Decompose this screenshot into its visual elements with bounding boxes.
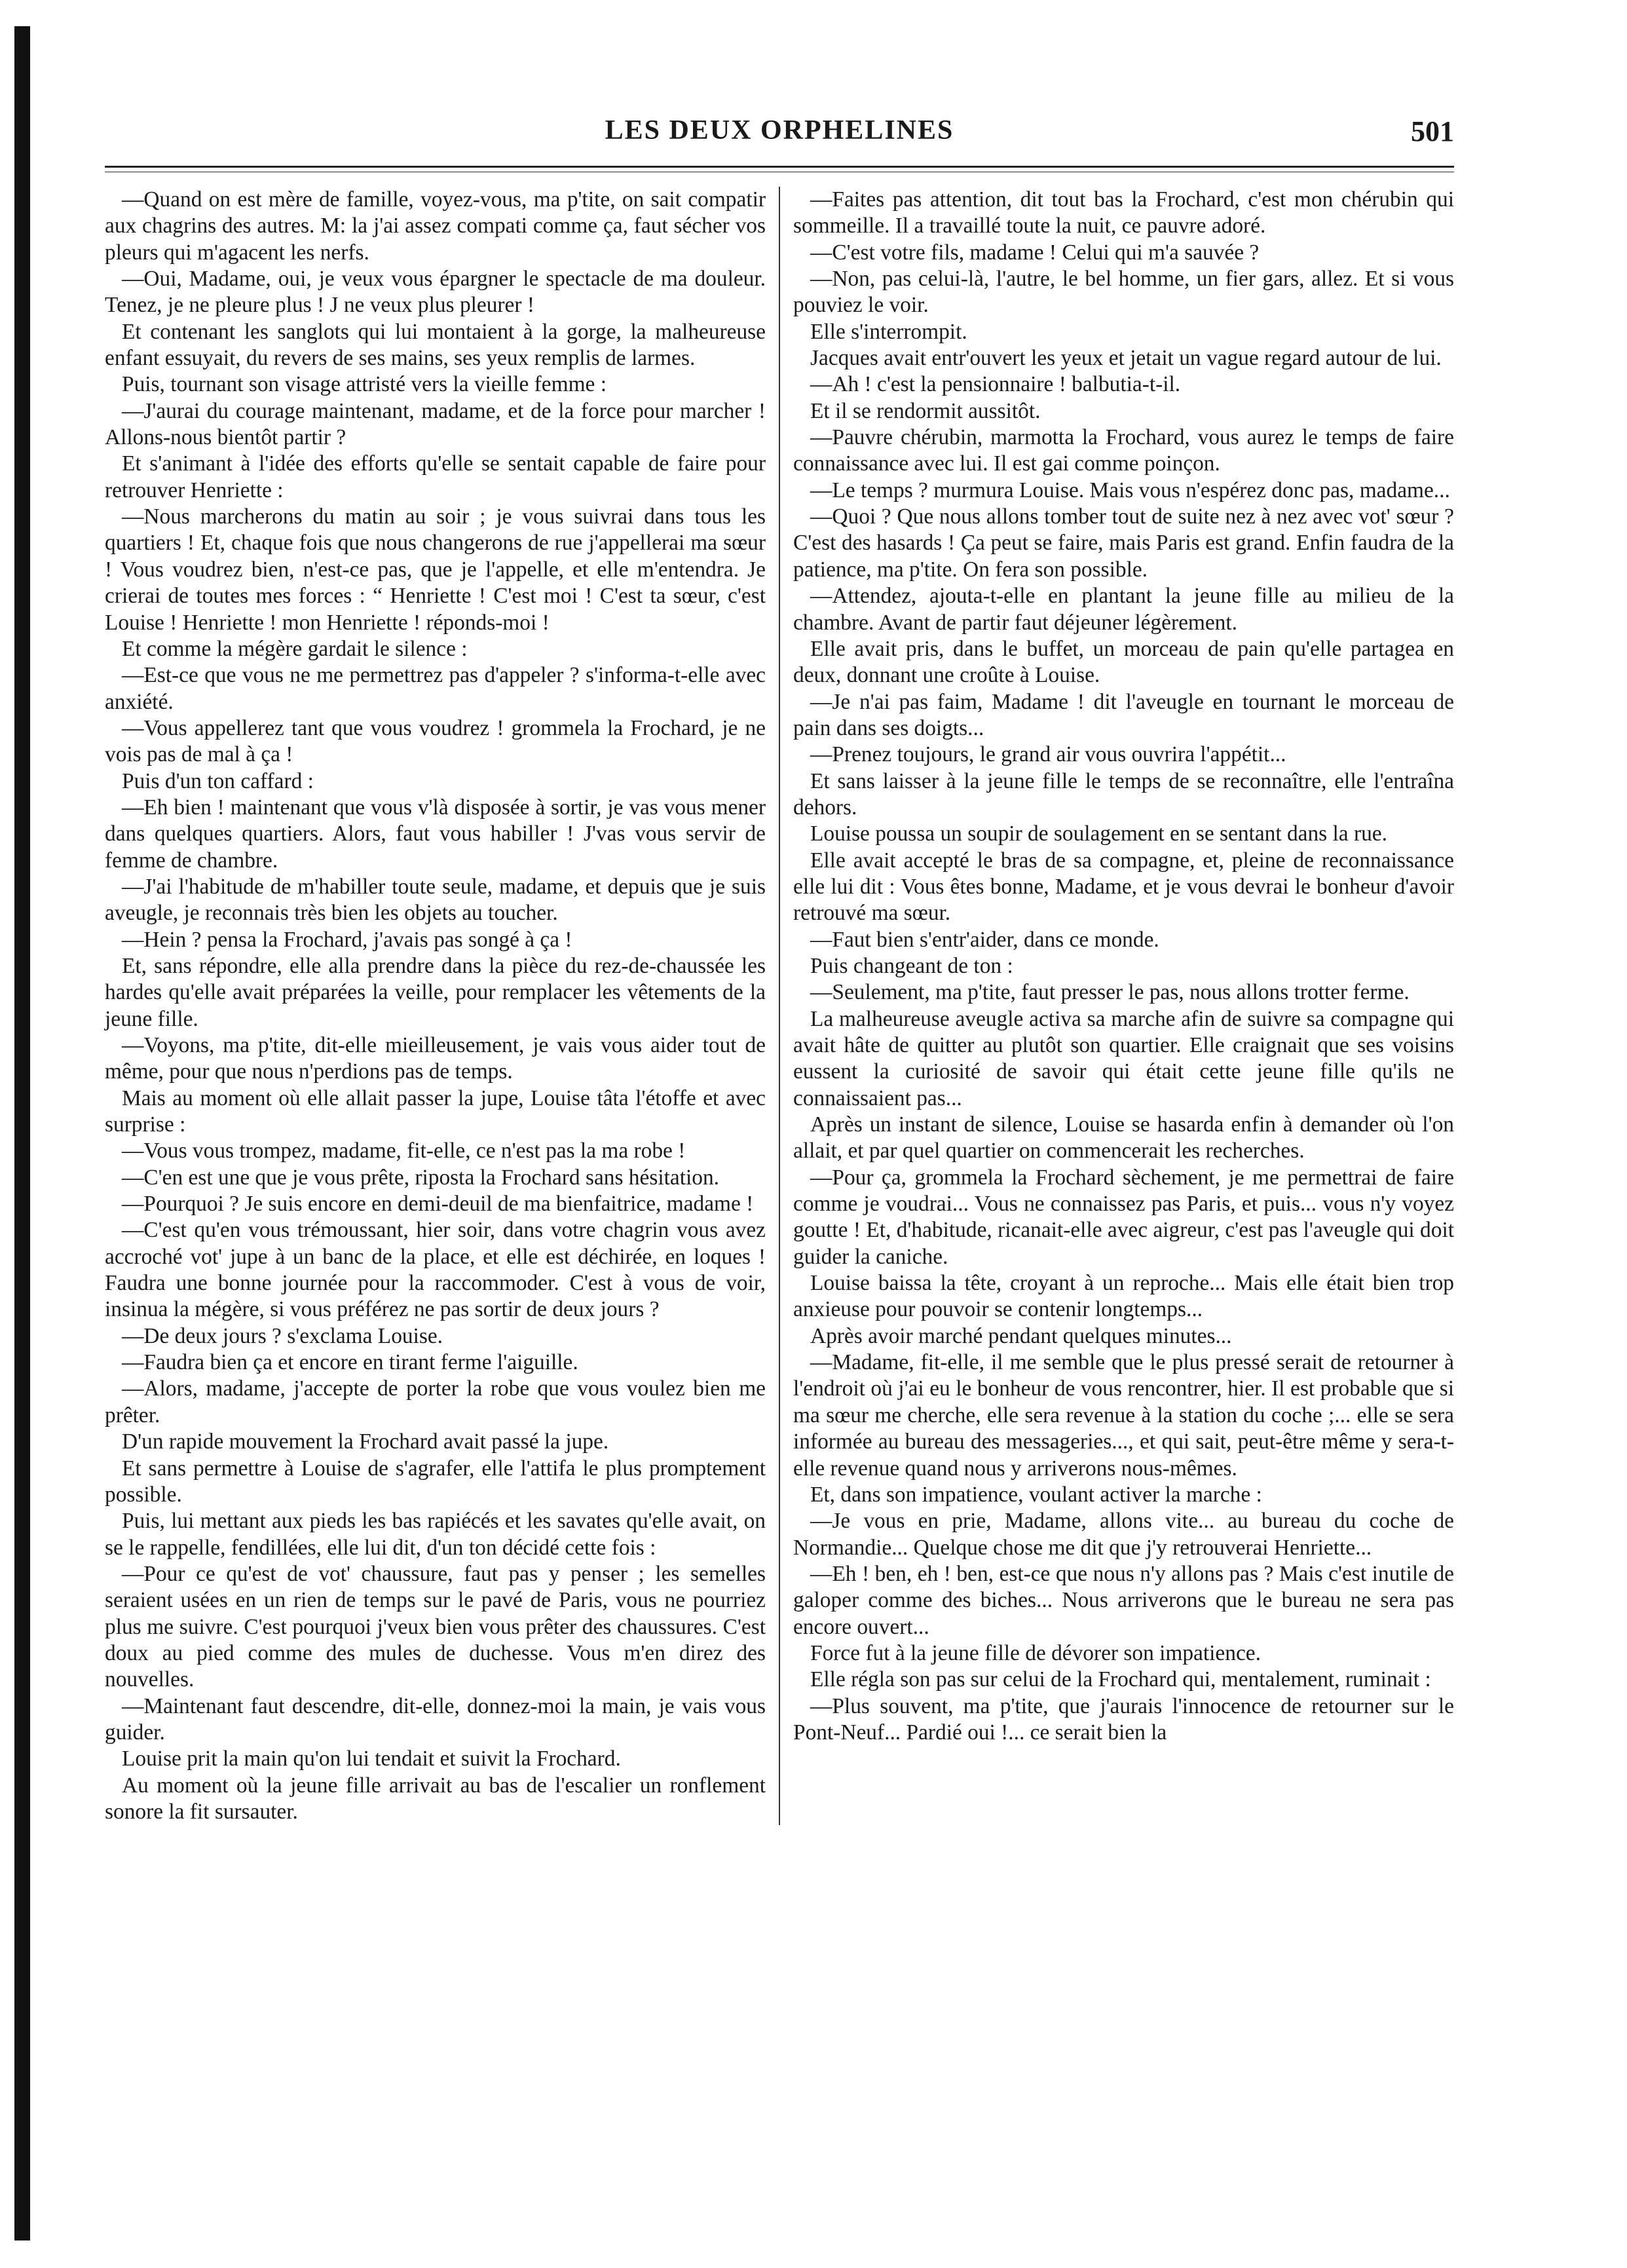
- paragraph: Force fut à la jeune fille de dévorer son impatience.: [810, 1640, 1261, 1665]
- paragraph: —J'aurai du courage maintenant, madame, et de la force pour marcher ! Allons-nous bientôt partir ?: [105, 398, 766, 450]
- paragraph: Et contenant les sanglots qui lui montaient à la gorge, la malheureuse enfant essuyait, du revers de ses mains, ses yeux remplis de larmes.: [105, 319, 766, 371]
- paragraph: —Faut bien s'entr'aider, dans ce monde.: [810, 927, 1159, 952]
- paragraph: —Eh ! ben, eh ! ben, est-ce que nous n'y allons pas ? Mais c'est inutile de galoper comme des biches... Nous arriverons que le bureau ne sera pas encore ouvert...: [793, 1561, 1454, 1639]
- paragraph: Puis, lui mettant aux pieds les bas rapiécés et les savates qu'elle avait, on se le rappelle, fendillées, elle lui dit, d'un ton décidé cette fois :: [105, 1509, 766, 1560]
- paragraph: —Vous vous trompez, madame, fit-elle, ce n'est pas la ma robe !: [122, 1139, 686, 1163]
- paragraph: Elle régla son pas sur celui de la Frochard qui, mentalement, ruminait :: [810, 1667, 1431, 1692]
- paragraph: Mais au moment où elle allait passer la jupe, Louise tâta l'étoffe et avec surprise :: [105, 1086, 766, 1137]
- scan-binding-edge: [0, 0, 36, 2268]
- paragraph: —Alors, madame, j'accepte de porter la robe que vous voulez bien me prêter.: [105, 1376, 766, 1427]
- paragraph: —Seulement, ma p'tite, faut presser le pas, nous allons trotter ferme.: [810, 980, 1410, 1005]
- paragraph: —C'est votre fils, madame ! Celui qui m'a sauvée ?: [810, 240, 1260, 265]
- paragraph: —Quand on est mère de famille, voyez-vous, ma p'tite, on sait compatir aux chagrins des autres. M: la j'ai assez compati comme ça, faut sécher vos pleurs qui m'agacent les nerfs.: [105, 187, 766, 265]
- header-rule: [105, 166, 1454, 168]
- paragraph: —Non, pas celui-là, l'autre, le bel homme, un fier gars, allez. Et si vous pouviez le voir.: [793, 267, 1454, 318]
- paragraph: —Quoi ? Que nous allons tomber tout de suite nez à nez avec vot' sœur ? C'est des hasards ! Ça peut se faire, mais Paris est grand. Enfin faudra de la patience, ma p'tite. On fera son possible.: [793, 504, 1454, 582]
- paragraph: Au moment où la jeune fille arrivait au bas de l'escalier un ronflement sonore la fit sursauter.: [105, 1773, 766, 1824]
- paragraph: Elle avait accepté le bras de sa compagne, et, pleine de reconnaissance elle lui dit : Vous êtes bonne, Madame, et je vous devrai le bonheur d'avoir retrouvé ma sœur.: [793, 848, 1454, 926]
- paragraph: Et, sans répondre, elle alla prendre dans la pièce du rez-de-chaussée les hardes qu'elle avait préparées la veille, pour remplacer les vêtements de la jeune fille.: [105, 953, 766, 1031]
- paragraph: —Plus souvent, ma p'tite, que j'aurais l'innocence de retourner sur le Pont-Neuf... Pardié oui !... ce serait bien la: [793, 1693, 1454, 1745]
- paragraph: Après un instant de silence, Louise se hasarda enfin à demander où l'on allait, et par quel quartier on commencerait les recherches.: [793, 1112, 1454, 1163]
- page-number: 501: [1411, 115, 1454, 147]
- paragraph: —Hein ? pensa la Frochard, j'avais pas songé à ça !: [122, 927, 572, 952]
- paragraph: Puis d'un ton caffard :: [122, 768, 314, 793]
- paragraph: Louise baissa la tête, croyant à un reproche... Mais elle était bien trop anxieuse pour pouvoir se contenir longtemps...: [793, 1271, 1454, 1322]
- paragraph: —J'ai l'habitude de m'habiller toute seule, madame, et depuis que je suis aveugle, je reconnais très bien les objets au toucher.: [105, 874, 766, 926]
- paragraph: Jacques avait entr'ouvert les yeux et jetait un vague regard autour de lui.: [810, 346, 1442, 371]
- right-column: [783, 187, 1454, 1825]
- paragraph: Louise poussa un soupir de soulagement en se sentant dans la rue.: [810, 822, 1387, 846]
- paragraph: —De deux jours ? s'exclama Louise.: [122, 1323, 443, 1348]
- paragraph: —Attendez, ajouta-t-elle en plantant la jeune fille au milieu de la chambre. Avant de partir faut déjeuner légèrement.: [793, 584, 1454, 635]
- paragraph: Et sans laisser à la jeune fille le temps de se reconnaître, elle l'entraîna dehors.: [793, 768, 1454, 820]
- paragraph: —Maintenant faut descendre, dit-elle, donnez-moi la main, je vais vous guider.: [105, 1693, 766, 1745]
- paragraph: Et comme la mégère gardait le silence :: [122, 636, 468, 661]
- paragraph: —Pour ce qu'est de vot' chaussure, faut pas y penser ; les semelles seraient usées en un rien de temps sur le pavé de Paris, vous ne pourriez plus me suivre. C'est pourquoi j'veux bien vous prêter des chaussures. C'est doux au pied comme des mules de duchesse. Vous m'en direz des nouvelles.: [105, 1561, 766, 1692]
- paragraph: —Le temps ? murmura Louise. Mais vous n'espérez donc pas, madame...: [810, 478, 1450, 502]
- paragraph: Puis changeant de ton :: [810, 953, 1013, 978]
- paragraph: —Je n'ai pas faim, Madame ! dit l'aveugle en tournant le morceau de pain dans ses doigts...: [793, 689, 1454, 740]
- paragraph: —Vous appellerez tant que vous voudrez ! grommela la Frochard, je ne vois pas de mal à ça !: [105, 715, 766, 767]
- paragraph: —Voyons, ma p'tite, dit-elle mieilleusement, je vais vous aider tout de même, pour que nous n'perdions pas de temps.: [105, 1033, 766, 1084]
- paragraph: —Eh bien ! maintenant que vous v'là disposée à sortir, je vas vous mener dans quelques quartiers. Alors, faut vous habiller ! J'vas vous servir de femme de chambre.: [105, 795, 766, 873]
- paragraph: —Je vous en prie, Madame, allons vite... au bureau du coche de Normandie... Quelque chose me dit que j'y retrouverai Henriette...: [793, 1509, 1454, 1560]
- left-column: [105, 187, 776, 1825]
- paragraph: Puis, tournant son visage attristé vers la vieille femme :: [122, 372, 607, 397]
- paragraph: —Nous marcherons du matin au soir ; je vous suivrai dans tous les quartiers ! Et, chaque fois que nous changerons de rue j'appellerai ma sœur ! Vous voudrez bien, n'est-ce pas, que je l'appelle, et elle m'entendra. Je crierai de toutes mes forces : “ Henriette ! C'est moi ! C'est ta sœur, c'est Louise ! Henriette ! mon Henriette ! réponds-moi !: [105, 504, 766, 635]
- paragraph: Et sans permettre à Louise de s'agrafer, elle l'attifa le plus promptement possible.: [105, 1456, 766, 1507]
- paragraph: —C'est qu'en vous trémoussant, hier soir, dans votre chagrin vous avez accroché vot' jupe à un banc de la place, et elle est déchirée, en loques ! Faudra une bonne journée pour la raccommoder. C'est à vous de voir, insinua la mégère, si vous préférez ne pas sortir de deux jours ?: [105, 1218, 766, 1322]
- paragraph: —Faudra bien ça et encore en tirant ferme l'aiguille.: [122, 1350, 578, 1375]
- paragraph: —C'en est une que je vous prête, riposta la Frochard sans hésitation.: [122, 1165, 719, 1190]
- paragraph: Elle s'interrompit.: [810, 319, 967, 344]
- paragraph: D'un rapide mouvement la Frochard avait passé la jupe.: [122, 1429, 609, 1454]
- paragraph: Après avoir marché pendant quelques minutes...: [810, 1323, 1232, 1348]
- paragraph: Elle avait pris, dans le buffet, un morceau de pain qu'elle partagea en deux, donnant une croûte à Louise.: [793, 636, 1454, 688]
- paragraph: —Ah ! c'est la pensionnaire ! balbutia-t-il.: [810, 372, 1181, 397]
- newspaper-page: [105, 115, 1454, 1825]
- paragraph: Et s'animant à l'idée des efforts qu'elle se sentait capable de faire pour retrouver Henriette :: [105, 451, 766, 502]
- paragraph: Louise prit la main qu'on lui tendait et suivit la Frochard.: [122, 1747, 621, 1771]
- paragraph: Et il se rendormit aussitôt.: [810, 398, 1041, 423]
- paragraph: —Madame, fit-elle, il me semble que le plus pressé serait de retourner à l'endroit où j'ai eu le bonheur de vous rencontrer, hier. Il est probable que si ma sœur me cherche, elle sera revenue à la station du coche ;... elle se sera informée au bureau des messageries..., et qui sait, peut-être même y sera-t-elle revenue quand nous y arriverons nous-mêmes.: [793, 1350, 1454, 1481]
- paragraph: —Pauvre chérubin, marmotta la Frochard, vous aurez le temps de faire connaissance avec lui. Il est gai comme poinçon.: [793, 425, 1454, 476]
- paragraph: —Prenez toujours, le grand air vous ouvrira l'appétit...: [810, 742, 1286, 767]
- paragraph: Et, dans son impatience, voulant activer la marche :: [810, 1482, 1262, 1507]
- paragraph: —Oui, Madame, oui, je veux vous épargner le spectacle de ma douleur. Tenez, je ne pleure plus ! J ne veux plus pleurer !: [105, 267, 766, 318]
- paragraph: —Est-ce que vous ne me permettrez pas d'appeler ? s'informa-t-elle avec anxiété.: [105, 663, 766, 714]
- paragraph: —Pour ça, grommela la Frochard sèchement, je me permettrai de faire comme je voudrai... Vous ne connaissez pas Paris, et puis... vous n'y voyez goutte ! Et, d'habitude, ricanait-elle avec aigreur, c'est pas l'aveugle qui doit guider la caniche.: [793, 1165, 1454, 1269]
- column-divider: [779, 187, 780, 1825]
- paragraph: La malheureuse aveugle activa sa marche afin de suivre sa compagne qui avait hâte de quitter au plutôt son quartier. Elle craignait que ses voisins eussent la curiosité de savoir qui était cette jeune fille qu'ils ne connaissaient pas...: [793, 1006, 1454, 1110]
- paragraph: —Pourquoi ? Je suis encore en demi-deuil de ma bienfaitrice, madame !: [122, 1192, 754, 1217]
- paragraph: —Faites pas attention, dit tout bas la Frochard, c'est mon chérubin qui sommeille. Il a travaillé toute la nuit, ce pauvre adoré.: [793, 187, 1454, 238]
- text-columns: [105, 187, 1454, 1825]
- running-title: LES DEUX ORPHELINES: [605, 115, 954, 145]
- page-header: [105, 115, 1454, 161]
